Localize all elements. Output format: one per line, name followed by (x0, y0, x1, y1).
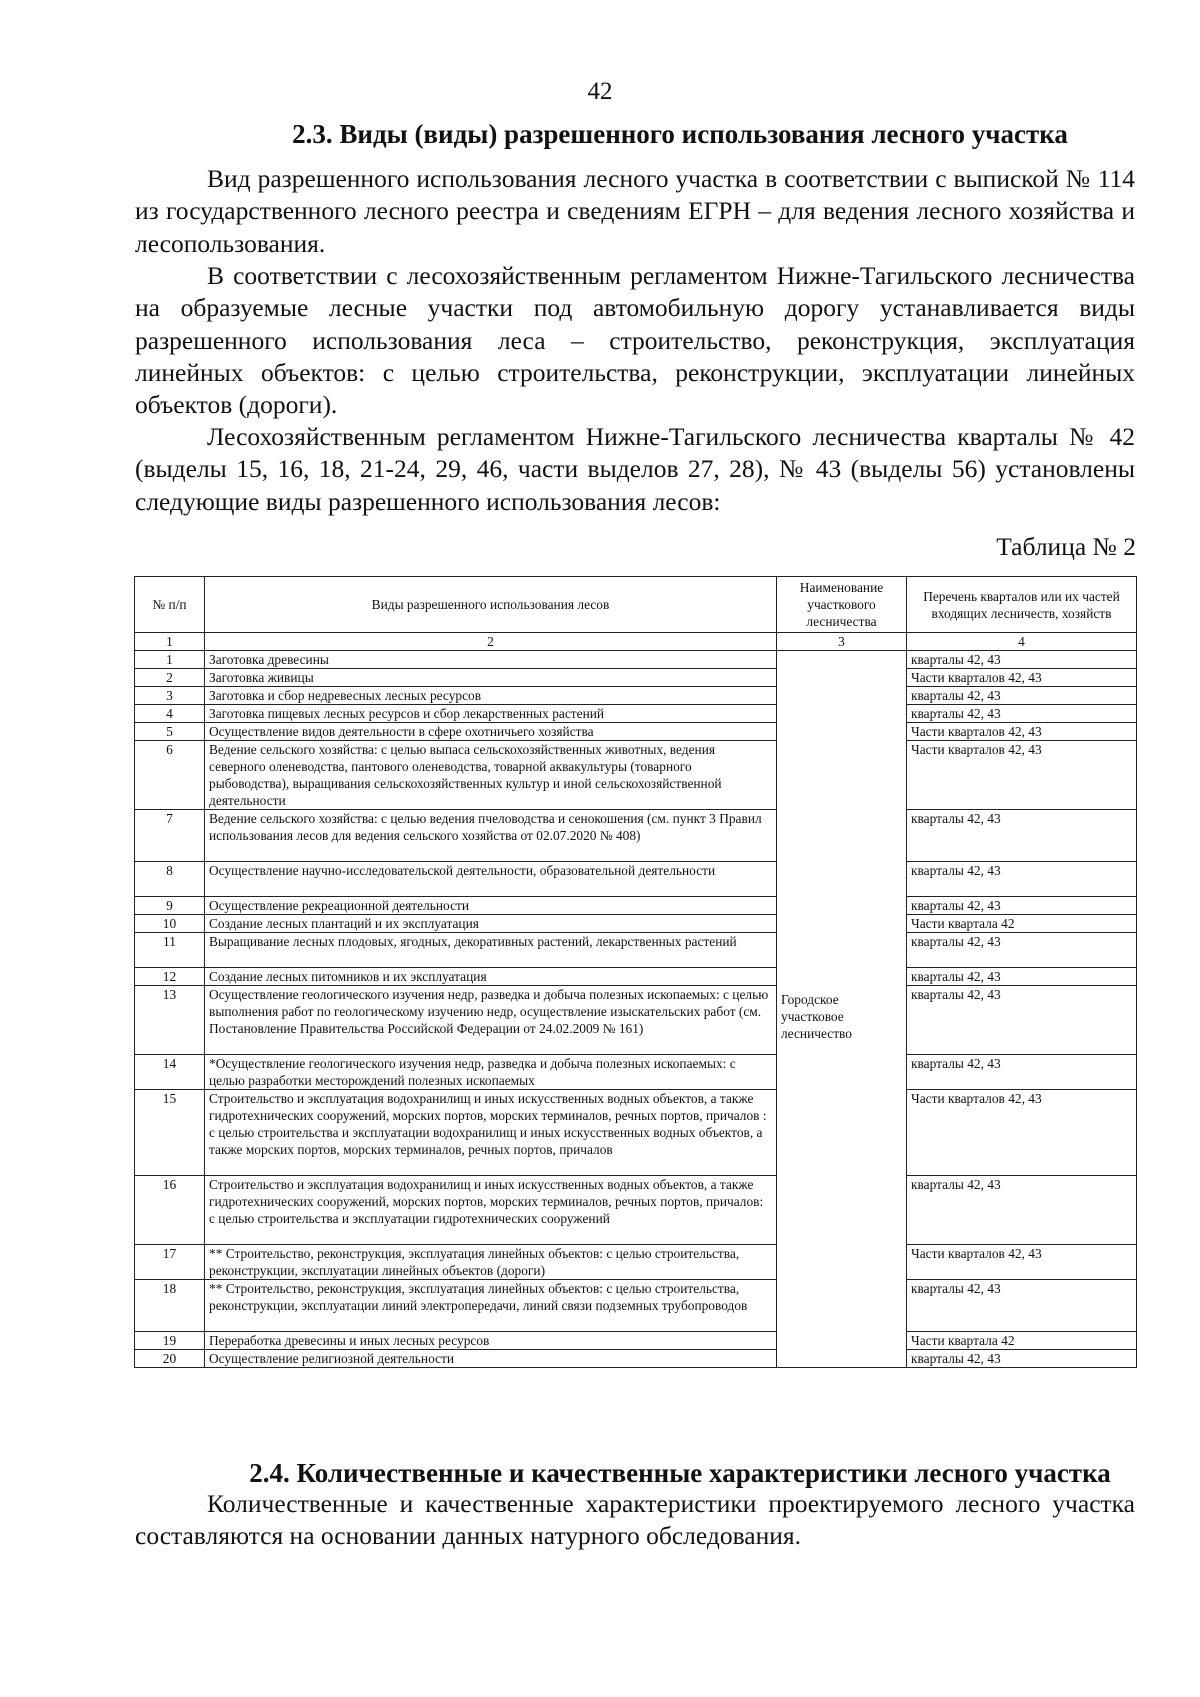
table-row (135, 741, 1137, 810)
table-body (135, 651, 1137, 1368)
table-caption: Таблица № 2 (996, 532, 1136, 561)
row-number: 6 (135, 741, 205, 810)
table-row (135, 723, 1137, 741)
table-row (135, 1280, 1137, 1332)
table-row (135, 810, 1137, 862)
header-quarters: Перечень кварталов или их частей входящих лесничеств, хозяйств (907, 577, 1137, 633)
row-number: 10 (135, 915, 205, 933)
row-quarters: Части кварталов 42, 43 (907, 723, 1137, 741)
column-number: 4 (907, 633, 1137, 651)
header-forestry: Наименование участкового лесничества (777, 577, 907, 633)
paragraph-permitted-use (135, 163, 1135, 260)
row-number: 7 (135, 810, 205, 862)
permitted-uses-table (134, 576, 1137, 1368)
table-row (135, 1245, 1137, 1280)
section-heading-2-4: 2.4. Количественные и качественные характеристики лесного участка (249, 1458, 1111, 1488)
row-quarters: кварталы 42, 43 (907, 897, 1137, 915)
row-use-type: Заготовка живицы (205, 669, 777, 687)
row-use-type: ** Строительство, реконструкция, эксплуатация линейных объектов: с целью строительства, реконструкции, эксплуатации линейных объектов (дороги) (205, 1245, 777, 1280)
column-number: 2 (205, 633, 777, 651)
row-quarters: кварталы 42, 43 (907, 1055, 1137, 1090)
row-number: 16 (135, 1176, 205, 1245)
paragraph-characteristics (135, 1488, 1135, 1553)
row-number: 5 (135, 723, 205, 741)
table-row (135, 1055, 1137, 1090)
row-quarters: кварталы 42, 43 (907, 1176, 1137, 1245)
row-quarters: Части кварталов 42, 43 (907, 1245, 1137, 1280)
column-number: 1 (135, 633, 205, 651)
row-number: 1 (135, 651, 205, 669)
row-use-type: Заготовка и сбор недревесных лесных ресурсов (205, 687, 777, 705)
section-heading-2-3: 2.3. Виды (виды) разрешенного использования лесного участка (292, 119, 1068, 149)
row-number: 8 (135, 862, 205, 897)
row-use-type: Выращивание лесных плодовых, ягодных, декоративных растений, лекарственных растений (205, 933, 777, 968)
paragraph-regulation (135, 260, 1135, 421)
row-quarters: Части кварталов 42, 43 (907, 669, 1137, 687)
paragraph-text: В соответствии с лесохозяйственным регламентом Нижне-Тагильского лесничества на образуемые лесные участки под автомобильную дорогу устанавливается виды разрешенного использования леса – строительство, реконструкция, эксплуатация линейных объектов: с целью строительства, реконструкции, эксплуатации линейных объектов (дороги). (135, 261, 1135, 420)
header-use-type: Виды разрешенного использования лесов (205, 577, 777, 633)
header-number: № п/п (135, 577, 205, 633)
paragraph-text: Лесохозяйственным регламентом Нижне-Тагильского лесничества кварталы № 42 (выделы 15, 16, 18, 21-24, 29, 46, части выделов 27, 28), № 43 (выделы 56) установлены следующие виды разрешенного использования лесов: (135, 422, 1135, 516)
row-use-type: Осуществление видов деятельности в сфере охотничьего хозяйства (205, 723, 777, 741)
row-quarters: кварталы 42, 43 (907, 1350, 1137, 1368)
row-quarters: кварталы 42, 43 (907, 862, 1137, 897)
table-row (135, 968, 1137, 986)
table-row (135, 862, 1137, 897)
row-use-type: ** Строительство, реконструкция, эксплуатация линейных объектов: с целью строительства, реконструкции, эксплуатации линий электропередачи, линий связи подземных трубопроводов (205, 1280, 777, 1332)
row-use-type: Осуществление религиозной деятельности (205, 1350, 777, 1368)
table-row (135, 933, 1137, 968)
table-row (135, 986, 1137, 1055)
forestry-name-cell (777, 651, 907, 1368)
table-column-numbers-row (135, 633, 1137, 651)
row-quarters: Части кварталов 42, 43 (907, 741, 1137, 810)
row-use-type: Ведение сельского хозяйства: с целью выпаса сельскохозяйственных животных, ведения северного оленеводства, пантового оленеводства, товарной аквакультуры (товарного рыбоводства), выращивания сельскохозяйственных культур и иной сельскохозяйственной деятельности (205, 741, 777, 810)
table-row (135, 1332, 1137, 1350)
row-number: 18 (135, 1280, 205, 1332)
row-use-type: Заготовка пищевых лесных ресурсов и сбор лекарственных растений (205, 705, 777, 723)
table-row (135, 705, 1137, 723)
row-use-type: *Осуществление геологического изучения недр, разведка и добыча полезных ископаемых: с целью разработки месторождений полезных ископаемых (205, 1055, 777, 1090)
row-use-type: Осуществление рекреационной деятельности (205, 897, 777, 915)
row-number: 20 (135, 1350, 205, 1368)
table-row (135, 915, 1137, 933)
row-quarters: кварталы 42, 43 (907, 933, 1137, 968)
row-quarters: кварталы 42, 43 (907, 986, 1137, 1055)
row-number: 4 (135, 705, 205, 723)
table-row (135, 687, 1137, 705)
row-number: 19 (135, 1332, 205, 1350)
row-number: 12 (135, 968, 205, 986)
row-quarters: кварталы 42, 43 (907, 705, 1137, 723)
row-use-type: Переработка древесины и иных лесных ресурсов (205, 1332, 777, 1350)
row-quarters: Части квартала 42 (907, 915, 1137, 933)
table-row (135, 1176, 1137, 1245)
row-number: 14 (135, 1055, 205, 1090)
row-number: 2 (135, 669, 205, 687)
row-quarters: кварталы 42, 43 (907, 810, 1137, 862)
row-number: 17 (135, 1245, 205, 1280)
table-row (135, 669, 1137, 687)
row-number: 3 (135, 687, 205, 705)
row-quarters: кварталы 42, 43 (907, 651, 1137, 669)
table-row (135, 1350, 1137, 1368)
row-quarters: кварталы 42, 43 (907, 687, 1137, 705)
row-number: 13 (135, 986, 205, 1055)
paragraph-text: Количественные и качественные характеристики проектируемого лесного участка составляются на основании данных натурного обследования. (135, 1489, 1135, 1551)
table-row (135, 1090, 1137, 1176)
row-use-type: Осуществление геологического изучения недр, разведка и добыча полезных ископаемых: с целью выполнения работ по геологическому изучению недр, осуществление изыскательских работ (см. Постановление Правительства Российской Федерации от 24.02.2009 № 161) (205, 986, 777, 1055)
paragraph-text: Вид разрешенного использования лесного участка в соответствии с выпиской № 114 из государственного лесного реестра и сведениям ЕГРН – для ведения лесного хозяйства и лесопользования. (135, 164, 1135, 258)
forestry-name: Городское участковое лесничество (781, 992, 852, 1041)
paragraph-quarters (135, 421, 1135, 518)
row-use-type: Создание лесных плантаций и их эксплуатация (205, 915, 777, 933)
column-number: 3 (777, 633, 907, 651)
row-number: 15 (135, 1090, 205, 1176)
table-header-row (135, 577, 1137, 633)
row-quarters: Части кварталов 42, 43 (907, 1090, 1137, 1176)
row-number: 9 (135, 897, 205, 915)
row-use-type: Осуществление научно-исследовательской деятельности, образовательной деятельности (205, 862, 777, 897)
row-use-type: Строительство и эксплуатация водохранилищ и иных искусственных водных объектов, а также гидротехнических сооружений, морских портов, морских терминалов, речных портов, причалов: с целью строительства и эксплуатации гидротехнических сооружений (205, 1176, 777, 1245)
row-quarters: кварталы 42, 43 (907, 968, 1137, 986)
row-use-type: Ведение сельского хозяйства: с целью ведения пчеловодства и сенокошения (см. пункт 3 Правил использования лесов для ведения сельского хозяйства от 02.07.2020 № 408) (205, 810, 777, 862)
table-row (135, 897, 1137, 915)
page-number: 42 (587, 78, 613, 105)
row-use-type: Создание лесных питомников и их эксплуатация (205, 968, 777, 986)
row-quarters: кварталы 42, 43 (907, 1280, 1137, 1332)
row-use-type: Строительство и эксплуатация водохранилищ и иных искусственных водных объектов, а также гидротехнических сооружений, морских портов, морских терминалов, речных портов, причалов : с целью строительства и эксплуатации водохранилищ и иных искусственных водных объектов, а также морских портов, морских терминалов, речных портов, причалов (205, 1090, 777, 1176)
row-number: 11 (135, 933, 205, 968)
table-row (135, 651, 1137, 669)
row-use-type: Заготовка древесины (205, 651, 777, 669)
row-quarters: Части квартала 42 (907, 1332, 1137, 1350)
